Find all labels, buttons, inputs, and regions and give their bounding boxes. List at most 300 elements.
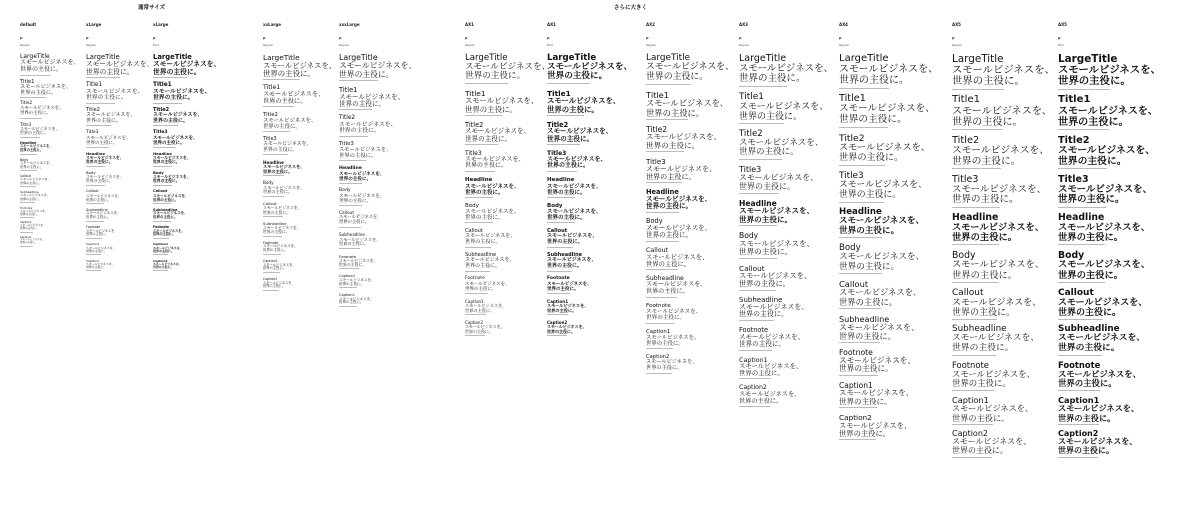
metrics-rule — [339, 306, 357, 307]
size-column-default — [20, 22, 79, 247]
style-name: Title3 — [465, 149, 482, 157]
style-name: Title2 — [1058, 134, 1090, 146]
style-sample-footnote — [339, 255, 416, 270]
style-name: Title1 — [465, 88, 486, 98]
style-name: Title2 — [339, 114, 356, 121]
style-sample-headline — [86, 152, 153, 166]
metrics-rule — [1058, 244, 1105, 245]
metrics-rule — [646, 151, 684, 152]
style-sample-title1 — [20, 80, 79, 99]
sample-text: 世界の主役に。 — [547, 307, 577, 313]
style-sample-body — [739, 232, 833, 259]
style-sample-body — [1058, 251, 1161, 283]
sample-text: スモールビジネスを、 — [739, 238, 815, 248]
sample-text: スモールビジネスを、 — [1058, 221, 1151, 233]
sample-text: スモールビジネスを、 — [339, 121, 397, 128]
style-sample-headline — [646, 189, 734, 212]
style-name: Caption1 — [646, 328, 671, 335]
metrics-rule — [86, 125, 111, 126]
metrics-rule — [20, 97, 46, 98]
sample-text: スモールビジネスを、 — [952, 333, 1040, 344]
metrics-rule — [952, 207, 1000, 208]
style-sample-largetitle — [1058, 54, 1161, 90]
column-label: default — [20, 22, 37, 27]
sample-text: スモールビジネスを、 — [646, 98, 729, 109]
sample-text: スモールビジネスを、 — [839, 287, 922, 298]
style-name: Body — [263, 180, 274, 186]
style-name: Headline — [952, 212, 999, 224]
metrics-rule — [547, 144, 580, 145]
sample-text: スモールビジネスを、 — [952, 105, 1053, 117]
sample-text: 世界の主役に。 — [339, 69, 394, 79]
style-sample-title2 — [339, 116, 416, 137]
sample-text: 世界の主役に。 — [153, 214, 178, 219]
style-sample-headline — [1058, 213, 1161, 245]
sample-text: スモールビジネスを、 — [20, 83, 72, 90]
style-name: Body — [465, 202, 479, 209]
style-name: Title3 — [153, 130, 168, 136]
style-name: Body — [547, 202, 563, 209]
size-column-ax1-bold — [547, 22, 632, 336]
style-sample-caption2 — [646, 355, 734, 374]
style-sample-title2 — [20, 102, 79, 118]
paragraph-mark: p — [739, 36, 742, 40]
style-sample-title1 — [547, 90, 632, 116]
metrics-rule — [153, 221, 171, 222]
sample-text: 世界の主役に。 — [153, 197, 179, 202]
style-sample-subheadline — [839, 315, 938, 343]
size-column-ax3 — [739, 22, 833, 407]
style-sample-title1 — [952, 95, 1055, 130]
style-sample-title2 — [739, 130, 833, 160]
sample-text: スモールビジネスを、 — [952, 144, 1050, 156]
metrics-rule — [20, 232, 33, 233]
paragraph-mark: p — [646, 36, 649, 40]
style-name: Title3 — [339, 141, 354, 148]
size-column-xxlarge — [263, 22, 336, 291]
sample-text: スモールビジネスを、 — [339, 278, 375, 283]
style-name: Title1 — [952, 94, 981, 106]
sample-text: スモールビジネスを、 — [952, 403, 1034, 414]
sample-text: スモールビジネスを、 — [339, 194, 385, 200]
sample-text: 世界の主役に。 — [20, 226, 39, 230]
sample-text: 世界の主役に。 — [739, 247, 793, 257]
sample-text: 世界の主役に。 — [1058, 116, 1129, 128]
style-name: Callout — [465, 228, 483, 235]
sample-text: スモールビジネスを、 — [86, 245, 116, 250]
sample-text: 世界の主役に。 — [839, 331, 896, 342]
style-sample-footnote — [952, 361, 1055, 390]
style-sample-body — [839, 244, 938, 274]
weight-label: Bold — [547, 44, 553, 47]
style-sample-headline — [465, 178, 550, 198]
style-name: Caption1 — [20, 221, 32, 225]
style-name: Headline — [547, 176, 575, 183]
column-label: AX1 — [547, 22, 556, 27]
sample-text: 世界の主役に。 — [153, 95, 194, 102]
metrics-rule — [646, 182, 682, 183]
sample-text: スモールビジネスを、 — [547, 209, 602, 216]
style-name: Title2 — [547, 120, 569, 129]
metrics-rule — [20, 137, 40, 138]
style-sample-caption1 — [547, 300, 632, 316]
metrics-rule — [739, 378, 771, 379]
sample-text: スモールビジネスを、 — [1058, 105, 1159, 117]
metrics-rule — [547, 222, 575, 223]
metrics-rule — [153, 77, 187, 78]
sample-text: 世界の主役に。 — [1058, 75, 1131, 88]
metrics-rule — [465, 314, 486, 315]
style-sample-title3 — [465, 151, 550, 173]
metrics-rule — [153, 147, 176, 148]
sample-text: 世界の主役に。 — [86, 95, 127, 102]
style-name: Title2 — [952, 134, 980, 146]
style-name: Caption1 — [547, 298, 569, 304]
style-sample-body — [20, 159, 79, 172]
metrics-rule — [153, 185, 172, 186]
sample-text: 世界の主役に。 — [739, 73, 806, 85]
sample-text: 世界の主役に。 — [739, 310, 788, 319]
sample-text: 世界の主役に。 — [86, 117, 122, 124]
metrics-rule — [1058, 129, 1109, 130]
sample-text: スモールビジネスを、 — [739, 362, 803, 371]
style-name: Title1 — [339, 85, 358, 94]
style-sample-callout — [739, 265, 833, 291]
sample-text: 世界の主役に。 — [263, 97, 307, 105]
sample-text: 世界の主役に。 — [547, 134, 594, 143]
sample-text: スモールビジネスを、 — [1058, 437, 1138, 447]
style-name: Callout — [646, 246, 669, 254]
metrics-rule — [839, 375, 878, 376]
sample-text: 世界の主役に。 — [339, 261, 367, 267]
style-name: Title2 — [86, 107, 100, 114]
column-label: AX5 — [952, 22, 961, 27]
style-sample-subheadline — [1058, 325, 1161, 356]
style-name: Caption2 — [263, 277, 278, 282]
metrics-rule — [465, 222, 493, 223]
style-name: Caption1 — [153, 242, 169, 247]
style-name: Title2 — [263, 111, 278, 118]
sample-text: スモールビジネスを、 — [646, 281, 707, 289]
metrics-rule — [547, 293, 570, 294]
style-sample-largetitle — [20, 54, 79, 76]
sample-text: スモールビジネスを、 — [839, 420, 912, 430]
column-label: xLarge — [153, 22, 169, 27]
metrics-rule — [739, 193, 779, 194]
metrics-rule — [547, 197, 575, 198]
style-sample-headline — [339, 167, 416, 184]
style-name: Headline — [339, 165, 362, 171]
metrics-rule — [1058, 168, 1107, 169]
style-sample-title1 — [839, 94, 938, 128]
style-sample-caption1 — [263, 260, 336, 273]
metrics-rule — [86, 203, 104, 204]
sample-text: スモールビジネスを、 — [1058, 183, 1153, 195]
sample-text: 世界の主役に。 — [952, 116, 1023, 128]
style-name: LargeTitle — [339, 53, 378, 62]
style-sample-title1 — [86, 83, 153, 104]
sample-text: スモールビジネスを、 — [739, 302, 809, 311]
sample-text: 世界の主役に。 — [263, 284, 286, 289]
sample-text: スモールビジネスを、 — [465, 233, 516, 240]
style-name: LargeTitle — [739, 53, 787, 64]
style-sample-body — [339, 189, 416, 206]
sample-text: スモールビジネスを、 — [153, 261, 182, 266]
style-name: Caption1 — [839, 380, 873, 390]
sample-text: 世界の主役に。 — [839, 364, 893, 374]
metrics-rule — [263, 290, 279, 291]
sample-text: スモールビジネスを、 — [153, 59, 221, 68]
sample-text: スモールビジネスを、 — [86, 193, 122, 198]
style-name: Subheadline — [20, 190, 39, 195]
metrics-rule — [646, 119, 688, 120]
metrics-rule — [465, 115, 502, 116]
weight-label: Regular — [20, 44, 30, 47]
sample-text: 世界の主役に。 — [547, 71, 608, 82]
metrics-rule — [263, 216, 283, 217]
style-sample-title1 — [263, 85, 336, 107]
style-name: Callout — [339, 210, 355, 216]
metrics-rule — [263, 175, 284, 176]
style-sample-title3 — [952, 175, 1055, 208]
style-sample-caption2 — [952, 430, 1055, 458]
sample-text: 世界の主役に。 — [547, 239, 583, 245]
style-sample-caption1 — [153, 243, 220, 255]
paragraph-mark: p — [952, 36, 955, 40]
style-name: Body — [86, 170, 96, 176]
sample-text: スモールビジネスを、 — [339, 236, 381, 242]
sample-text: スモールビジネスを、 — [547, 96, 621, 106]
style-name: Title2 — [739, 129, 763, 140]
style-name: Subheadline — [646, 274, 684, 282]
style-sample-title3 — [1058, 175, 1161, 208]
style-name: Footnote — [20, 206, 33, 211]
style-name: Caption2 — [839, 413, 872, 423]
sample-text: スモールビジネスを、 — [646, 224, 712, 233]
metrics-rule — [465, 247, 491, 248]
sample-text: スモールビジネスを、 — [1058, 403, 1140, 414]
sample-text: スモールビジネスを、 — [547, 302, 589, 308]
style-name: Title2 — [465, 120, 484, 129]
sample-text: 世界の主役に。 — [86, 265, 107, 270]
weight-label: Regular — [263, 44, 273, 47]
sample-text: スモールビジネスを、 — [739, 62, 834, 74]
sample-text: 世界の主役に。 — [547, 104, 599, 114]
metrics-rule — [153, 125, 178, 126]
style-name: Caption1 — [86, 242, 100, 247]
style-name: Caption2 — [646, 353, 670, 360]
sample-text: スモールビジネスを、 — [339, 92, 405, 101]
sample-text: 世界の主役に。 — [1058, 232, 1124, 244]
style-name: Subheadline — [739, 295, 783, 304]
sample-text: スモールビジネスを、 — [20, 144, 53, 149]
style-name: Callout — [263, 201, 277, 207]
size-column-ax1 — [465, 22, 550, 336]
style-name: LargeTitle — [465, 53, 508, 63]
weight-label: Regular — [839, 44, 849, 47]
style-sample-footnote — [739, 327, 833, 350]
style-sample-title2 — [646, 126, 734, 153]
style-sample-footnote — [263, 242, 336, 255]
metrics-rule — [839, 273, 882, 274]
metrics-rule — [86, 103, 115, 104]
style-sample-headline — [263, 161, 336, 177]
metrics-rule — [339, 268, 359, 269]
style-sample-callout — [646, 248, 734, 271]
sample-text: スモールビジネスを、 — [263, 262, 296, 267]
sample-text: スモールビジネスを、 — [1058, 368, 1141, 379]
metrics-rule — [1058, 89, 1110, 90]
style-sample-caption1 — [20, 222, 79, 232]
metrics-rule — [465, 83, 508, 84]
sample-text: 世界の主役に。 — [20, 212, 40, 217]
sample-text: スモールビジネスを、 — [839, 216, 925, 227]
sample-text: スモールビジネスを、 — [153, 88, 211, 95]
metrics-rule — [153, 270, 168, 271]
sample-text: スモールビジネスを、 — [20, 208, 48, 213]
sample-text: 世界の主役に。 — [952, 307, 1016, 318]
weight-label: Regular — [952, 44, 962, 47]
metrics-rule — [839, 407, 877, 408]
sample-text: 世界の主役に。 — [465, 239, 501, 245]
sample-text: 世界の主役に。 — [465, 263, 501, 270]
style-sample-subheadline — [153, 209, 220, 222]
metrics-rule — [86, 166, 105, 167]
sample-text: 世界の主役に。 — [153, 140, 185, 146]
sample-text: 世界の主役に。 — [739, 112, 803, 123]
style-name: Body — [1058, 249, 1085, 261]
style-name: Footnote — [339, 253, 357, 259]
sample-text: 世界の主役に。 — [839, 396, 892, 406]
sample-text: スモールビジネスを、 — [339, 257, 378, 263]
style-name: Caption2 — [1058, 429, 1099, 439]
metrics-rule — [547, 115, 584, 116]
metrics-rule — [20, 75, 50, 76]
sample-text: スモールビジネスを、 — [263, 163, 305, 169]
style-name: Title2 — [839, 132, 865, 144]
column-label: AX3 — [739, 22, 748, 27]
sample-text: スモールビジネスを、 — [952, 221, 1045, 233]
sample-text: 世界の主役に。 — [263, 266, 287, 271]
style-name: Callout — [1058, 287, 1094, 298]
style-sample-footnote — [20, 207, 79, 218]
sample-text: スモールビジネスを、 — [263, 90, 325, 98]
style-name: Body — [839, 243, 861, 254]
style-name: Caption1 — [1058, 395, 1100, 406]
sample-text: 世界の主役に。 — [263, 68, 315, 78]
style-sample-headline — [153, 152, 220, 166]
sample-text: スモールビジネスを、 — [646, 194, 712, 203]
sample-text: 世界の主役に。 — [263, 124, 301, 131]
section-title-larger: さらに大きく — [614, 5, 648, 11]
metrics-rule — [465, 271, 490, 272]
sample-text: 世界の主役に。 — [646, 202, 693, 211]
sample-text: スモールビジネスを、 — [952, 63, 1055, 76]
style-sample-subheadline — [465, 253, 550, 271]
sample-text: スモールビジネスを、 — [20, 177, 51, 182]
sample-text: スモールビジネスを、 — [739, 332, 805, 341]
style-sample-caption2 — [1058, 430, 1161, 458]
style-name: Caption2 — [547, 320, 568, 326]
sample-text: 世界の主役に。 — [263, 168, 293, 174]
sample-text: スモールビジネスを、 — [739, 172, 819, 182]
sample-text: 世界の主役に。 — [646, 287, 689, 295]
metrics-rule — [547, 171, 577, 172]
style-sample-largetitle — [646, 54, 734, 85]
sample-text: 世界の主役に。 — [547, 328, 575, 334]
sample-text: 世界の主役に。 — [20, 130, 48, 136]
metrics-rule — [739, 123, 784, 124]
style-sample-callout — [339, 212, 416, 228]
sample-text: スモールビジネスを、 — [547, 257, 597, 264]
metrics-rule — [952, 129, 1003, 130]
sample-text: スモールビジネスを、 — [20, 105, 64, 111]
style-sample-title2 — [263, 113, 336, 133]
metrics-rule — [952, 424, 993, 425]
style-name: Headline — [839, 207, 882, 218]
style-sample-subheadline — [339, 233, 416, 249]
sample-text: 世界の主役に。 — [1058, 155, 1127, 167]
sample-text: スモールビジネスを、 — [263, 184, 305, 190]
style-sample-footnote — [465, 277, 550, 294]
paragraph-mark: p — [339, 36, 342, 40]
sample-text: 世界の主役に。 — [20, 196, 42, 201]
sample-text: スモールビジネスを、 — [20, 193, 50, 198]
metrics-rule — [86, 254, 101, 255]
sample-text: 世界の主役に。 — [86, 178, 113, 184]
sample-text: 世界の主役に。 — [153, 117, 189, 124]
metrics-rule — [339, 183, 362, 184]
sample-text: スモールビジネスを、 — [86, 174, 124, 180]
paragraph-mark: p — [20, 36, 23, 40]
metrics-rule — [153, 238, 169, 239]
style-sample-body — [646, 218, 734, 241]
sample-text: スモールビジネスを、 — [839, 64, 939, 76]
metrics-rule — [839, 237, 882, 238]
metrics-rule — [465, 335, 485, 336]
style-sample-headline — [952, 213, 1055, 245]
style-name: Body — [339, 188, 351, 194]
weight-label: Regular — [465, 44, 475, 47]
metrics-rule — [952, 457, 992, 458]
paragraph-mark: p — [153, 36, 156, 40]
style-sample-footnote — [547, 277, 632, 294]
metrics-rule — [739, 159, 782, 160]
sample-text: 世界の主役に。 — [20, 110, 51, 116]
sample-text: スモールビジネスを、 — [465, 257, 515, 264]
metrics-rule — [646, 373, 672, 374]
style-name: Subheadline — [1058, 324, 1120, 335]
sample-text: スモールビジネスを、 — [839, 251, 925, 262]
sample-text: スモールビジネスを、 — [646, 254, 709, 262]
style-sample-footnote — [86, 226, 153, 238]
metrics-rule — [839, 308, 881, 309]
metrics-rule — [263, 106, 294, 107]
style-name: Footnote — [739, 326, 769, 335]
style-sample-callout — [465, 229, 550, 248]
metrics-rule — [739, 86, 787, 87]
column-label: AX1 — [465, 22, 474, 27]
style-sample-headline — [839, 208, 938, 238]
sample-text: 世界の主役に。 — [465, 162, 508, 170]
sample-text: 世界の主役に。 — [263, 189, 293, 195]
sample-text: 世界の主役に。 — [86, 140, 118, 146]
style-sample-largetitle — [547, 54, 632, 84]
style-sample-subheadline — [86, 209, 153, 222]
style-sample-caption1 — [465, 300, 550, 316]
style-sample-largetitle — [339, 54, 416, 81]
sample-text: スモールビジネスを、 — [263, 205, 302, 211]
